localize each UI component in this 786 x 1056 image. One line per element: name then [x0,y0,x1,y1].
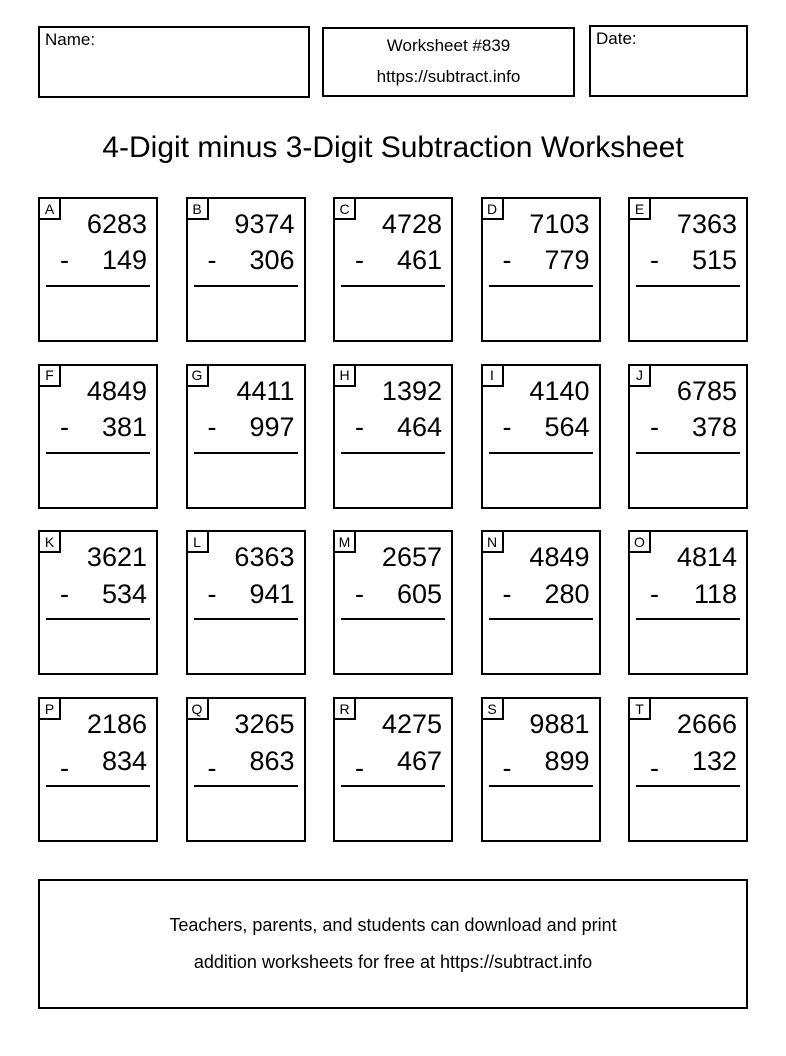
minuend: 6363 [234,542,295,573]
problem-label: G [188,366,209,387]
date-box [589,25,748,97]
answer-space [335,287,451,327]
subtrahend-row [483,242,599,278]
subtrahend: 941 [249,578,295,609]
subtrahend: 515 [691,245,737,276]
subtrahend: 863 [249,745,295,776]
subtrahend-row [40,576,156,612]
subtrahend-row [40,409,156,445]
problem-label: T [630,699,651,720]
subtrahend: 534 [101,578,147,609]
subtrahend: 280 [544,578,590,609]
subtrahend-row [335,242,451,278]
problem-card [38,197,158,342]
problem-card [186,364,306,509]
minuend: 4140 [529,375,590,406]
minus-sign: - [60,752,69,783]
answer-space [40,787,156,827]
problem-label: L [188,532,209,553]
answer-space [188,620,304,660]
problem-card [186,697,306,842]
footer-line-2: addition worksheets for free at https://subtract.info [193,952,593,972]
answer-space [630,287,746,327]
problem-card [38,364,158,509]
subtrahend-row [630,242,746,278]
minuend: 4814 [676,542,737,573]
answer-space [40,287,156,327]
subtrahend: 132 [691,745,737,776]
subtrahend-row [630,409,746,445]
problem-label: K [40,532,61,553]
answer-space [630,787,746,827]
minus-sign: - [650,412,659,443]
minuend: 3621 [86,542,147,573]
name-label: Name: [45,30,96,49]
minus-sign: - [355,245,364,276]
minus-sign: - [355,752,364,783]
minus-sign: - [60,412,69,443]
minuend: 3265 [234,709,295,740]
problem-label: C [335,199,356,220]
minuend: 4849 [86,375,147,406]
minus-sign: - [60,578,69,609]
answer-space [630,620,746,660]
problem-label: N [483,532,504,553]
problem-card [186,197,306,342]
minuend: 9374 [234,209,295,239]
subtrahend: 306 [249,245,295,276]
subtrahend: 378 [691,412,737,443]
answer-space [630,454,746,494]
minuend: 7363 [676,209,737,239]
subtrahend: 899 [544,745,590,776]
problem-label: F [40,366,61,387]
footer-line-1: Teachers, parents, and students can download and print [169,915,617,936]
problem-label: D [483,199,504,220]
problem-card [628,697,748,842]
problem-card [481,197,601,342]
subtrahend: 464 [396,412,442,443]
worksheet-url: https://subtract.info [376,67,521,86]
answer-space [188,287,304,327]
problems-grid [38,197,748,842]
minuend: 4728 [381,209,442,239]
problem-label: M [335,532,356,553]
problem-card [333,697,453,842]
subtrahend: 564 [544,412,590,443]
subtrahend-row [188,242,304,278]
minus-sign: - [650,245,659,276]
name-box [38,26,310,98]
problem-card [38,697,158,842]
subtrahend: 381 [101,412,147,443]
problem-label: Q [188,699,209,720]
problem-card [333,530,453,675]
problem-card [628,197,748,342]
problem-card [628,530,748,675]
minus-sign: - [502,245,512,276]
minuend: 6785 [676,375,737,406]
minus-sign: - [207,245,217,276]
problem-card [628,364,748,509]
minus-sign: - [502,752,512,783]
answer-space [188,787,304,827]
subtrahend-row [483,409,599,445]
answer-space [483,787,599,827]
answer-space [335,787,451,827]
subtrahend: 118 [693,578,737,609]
answer-space [40,620,156,660]
subtrahend-row [483,576,599,612]
problem-label: R [335,699,356,720]
subtrahend: 779 [544,245,590,276]
subtrahend-row [483,743,599,783]
minus-sign: - [207,578,217,609]
subtrahend: 461 [396,245,442,276]
minus-sign: - [502,412,512,443]
minus-sign: - [650,752,659,783]
minus-sign: - [650,578,659,609]
answer-space [188,454,304,494]
problem-label: O [630,532,651,553]
minuend: 4411 [236,375,295,406]
subtrahend-row [188,409,304,445]
problem-label: P [40,699,61,720]
subtrahend-row [188,576,304,612]
minuend: 4849 [529,542,590,573]
answer-space [335,454,451,494]
footer-box [38,879,748,1009]
minuend: 4275 [381,709,442,740]
subtrahend: 467 [396,745,442,776]
answer-space [483,454,599,494]
subtrahend: 605 [396,578,442,609]
problem-card [333,364,453,509]
problem-card [333,197,453,342]
subtrahend-row [40,242,156,278]
page-title: 4-Digit minus 3-Digit Subtraction Worksheet [102,131,684,164]
subtrahend-row [335,409,451,445]
minus-sign: - [355,412,364,443]
subtrahend: 834 [101,745,147,776]
minuend: 2657 [381,542,442,573]
worksheet-number: Worksheet #839 [386,36,511,56]
answer-space [483,287,599,327]
subtrahend-row [630,576,746,612]
minuend: 1392 [381,375,442,406]
answer-space [335,620,451,660]
subtrahend-row [335,576,451,612]
answer-space [483,620,599,660]
problem-label: J [630,366,651,387]
subtrahend: 997 [249,412,295,443]
minus-sign: - [502,578,512,609]
subtrahend-row [188,743,304,783]
problem-card [38,530,158,675]
minus-sign: - [60,245,69,276]
problem-label: S [483,699,504,720]
minuend: 7103 [529,209,590,239]
minuend: 6283 [86,209,147,239]
problem-label: E [630,199,651,220]
minus-sign: - [207,412,217,443]
problem-card [481,364,601,509]
minuend: 2666 [676,709,737,740]
minus-sign: - [355,578,364,609]
minus-sign: - [207,752,217,783]
problem-card [481,530,601,675]
subtrahend-row [40,743,156,783]
problem-label: A [40,199,61,220]
problem-label: H [335,366,356,387]
problem-card [186,530,306,675]
answer-space [40,454,156,494]
subtrahend: 149 [101,245,147,276]
problem-card [481,697,601,842]
minuend: 2186 [86,709,147,740]
date-label: Date: [596,29,637,48]
worksheet-info-box [322,27,575,97]
problem-label: I [483,366,504,387]
problem-label: B [188,199,209,220]
subtrahend-row [335,743,451,783]
minuend: 9881 [529,709,590,740]
subtrahend-row [630,743,746,783]
